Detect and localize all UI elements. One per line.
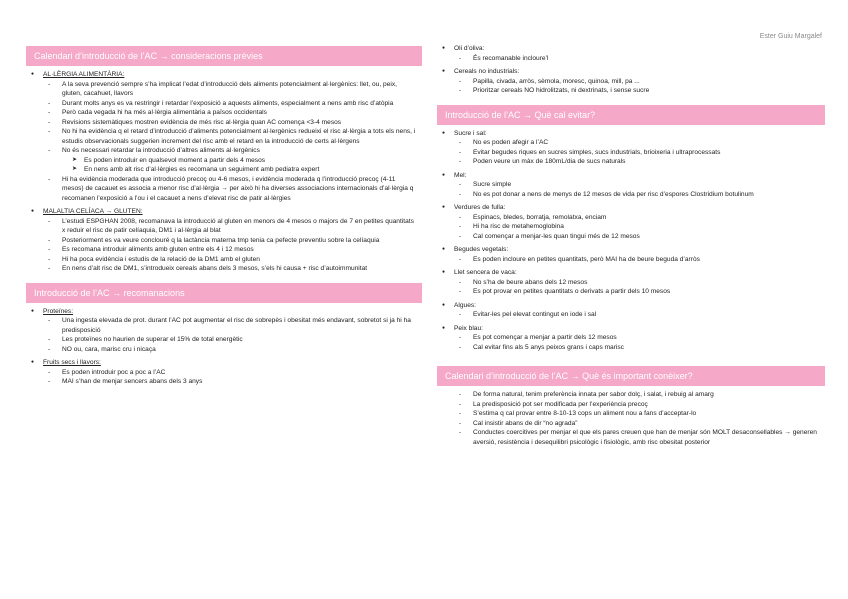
olive-oil-heading: ● Oli d’oliva: xyxy=(437,44,825,54)
sugar-salt-heading: ● Sucre i sal: xyxy=(437,129,825,139)
list-item: - Poden veure un màx de 180mL/dia de sucs naturals xyxy=(437,157,825,167)
list-item: - Hi ha risc de metahemoglobina xyxy=(437,222,825,232)
recommendations-section xyxy=(26,307,422,387)
section-banner-recommendations: Introducció de l’AC → recomanacions xyxy=(26,283,422,303)
list-item: - Una ingesta elevada de prot. durant l’AC pot augmentar el risc de sobrepès i obesitat més endavant, sobretot si ja hi ha predisposició xyxy=(26,316,422,335)
section-banner-considerations: Calendari d’introducció de l’AC → consideracions prèvies xyxy=(26,46,422,66)
plant-drinks-heading: ● Begudes vegetals: xyxy=(437,245,825,255)
list-item: - Es recomana introduir aliments amb gluten entre els 4 i 12 mesos xyxy=(26,245,422,255)
cereals-heading: ● Cereals no industrials: xyxy=(437,67,825,77)
list-subitem: ➤ En nens amb alt risc d’al·lèrgies es recomana un seguiment amb pediatra expert xyxy=(26,165,422,175)
important-section xyxy=(437,390,825,447)
list-item: - No es pot donar a nens de menys de 12 mesos de vida per risc d’espores Clostridium botulinum xyxy=(437,190,825,200)
section-banner-important: Calendari d’introducció de l’AC → Què és important conèixer? xyxy=(437,366,825,386)
list-item: - Cal insistir abans de dir “no agrada” xyxy=(437,419,825,429)
list-item: - NO ou, cara, marisc cru i nicaça xyxy=(26,345,422,355)
list-item: - Es poden incloure en petites quantitats, però MAI ha de beure beguda d’arròs xyxy=(437,255,825,265)
section-banner-avoid: Introducció de l’AC → Què cal evitar? xyxy=(437,105,825,125)
list-item: - En nens d’alt risc de DM1, s’introdueix cereals abans dels 3 mesos, s’els hi causa + risc d’autoimmunitat xyxy=(26,264,422,274)
left-column xyxy=(26,46,422,387)
list-item: - Cal començar a menjar-les quan tingui més de 12 mesos xyxy=(437,232,825,242)
allergy-section xyxy=(26,70,422,274)
list-item: - Papilla, civada, arròs, sèmola, moresc, quinoa, mill, pa ... xyxy=(437,77,825,87)
list-item: - MAI s’han de menjar sencers abans dels 3 anys xyxy=(26,377,422,387)
seaweed-heading: ● Algues: xyxy=(437,301,825,311)
list-item: - No hi ha evidència q el retard d’introducció d’aliments potencialment al·lergènics redueixi el risc al·lèrgia a tots els nens, i estudis observacionals suggerien increment del risc amb el retard en la introducció de certs al·lèrgens xyxy=(26,127,422,146)
author-name: Ester Guiu Margalef xyxy=(759,33,822,40)
list-item: - Revisions sistemàtiques mostren evidència de més risc al·lèrgia quan AC comença <3-4 mesos xyxy=(26,118,422,128)
proteins-heading: ● Proteïnes: xyxy=(26,307,422,317)
list-item: - Hi ha poca evidència i estudis de la relació de la DM1 amb el gluten xyxy=(26,255,422,265)
list-item: - Les proteïnes no haurien de superar el 15% de total energètic xyxy=(26,335,422,345)
list-item: - Evitar-les pel elevat contingut en iode i sal xyxy=(437,310,825,320)
cow-milk-heading: ● Llet sencera de vaca: xyxy=(437,268,825,278)
list-item: - Es pot provar en petites quantitats o derivats a partir dels 10 mesos xyxy=(437,287,825,297)
honey-heading: ● Mel: xyxy=(437,171,825,181)
list-item: - Cal evitar fins als 5 anys peixos grans i caps marisc xyxy=(437,343,825,353)
list-item: - Evitar begudes riques en sucres simples, sucs industrials, brioixeria i ultraprocessats xyxy=(437,148,825,158)
nuts-heading: ● Fruits secs i llavors: xyxy=(26,358,422,368)
list-item: - A la seva prevenció sempre s’ha implicat l’edat d’introducció dels aliments potencialment al·lergènics: llet, ou, peix, gluten, cacahuet, llavors xyxy=(26,80,422,99)
list-item: - L’estudi ESPGHAN 2008, recomanava la introducció al gluten en menors de 4 mesos o majors de 7 en petites quantitats x reduir el risc de patir celíaquia, DM1 i al·lèrgia al blat xyxy=(26,217,422,236)
list-item: - Es poden introduir poc a poc a l’AC xyxy=(26,368,422,378)
list-item: - No es poden afegir a l’AC xyxy=(437,138,825,148)
list-item: - Espinacs, bledes, borratja, remolatxa, enciam xyxy=(437,213,825,223)
list-item: - De forma natural, tenim preferència innata per sabor dolç, i salat, i rebuig al amarg xyxy=(437,390,825,400)
list-item: - No s’ha de beure abans dels 12 mesos xyxy=(437,278,825,288)
list-item: - La predisposició pot ser modificada per l’experiència precoç xyxy=(437,400,825,410)
list-item: - No és necessari retardar la introducció d’altres aliments al·lergènics xyxy=(26,146,422,156)
oily-fish-heading: ● Peix blau: xyxy=(437,324,825,334)
list-subitem: ➤ Es poden introduir en qualsevol moment a partir dels 4 mesos xyxy=(26,156,422,166)
allergy-heading: ● AL·LÈRGIA ALIMENTÀRIA: xyxy=(26,70,422,80)
list-item: - Prioritzar cereals NO hidrolitzats, ni dextrinats, i sense sucre xyxy=(437,86,825,96)
list-item: - Es pot començar a menjar a partir dels 12 mesos xyxy=(437,333,825,343)
list-item: - Posteriorment es va veure conclouré q la lactància materna tmp tenia ca pefecte preventiu sobre la celíaquia xyxy=(26,236,422,246)
celiac-heading: ● MALALTIA CELÍACA → GLUTEN: xyxy=(26,207,422,217)
list-item: - Conductes coercitives per menjar el que els pares creuen que han de menjar són MOLT desaconsellables → generen aversió, resistència i desequilibri psicològic i fisiològic, amb risc obesitat posterior xyxy=(437,428,825,447)
right-column xyxy=(437,44,825,447)
leafy-greens-heading: ● Verdures de fulla: xyxy=(437,203,825,213)
list-item: - Sucre simple xyxy=(437,180,825,190)
list-item: - Durant molts anys es va restringir i retardar l’exposició a aquests aliments, especialment a nens amb risc d’atòpia xyxy=(26,99,422,109)
avoid-section xyxy=(437,129,825,353)
list-item: - És recomanable incloure’l xyxy=(437,54,825,64)
list-item: - S’estima q cal provar entre 8-10-13 cops un aliment nou a fans d’acceptar-lo xyxy=(437,409,825,419)
list-item: - Hi ha evidència moderada que introducció precoç ou 4-6 mesos, i evidència moderada q l’introducció precoç (4-11 mesos) de cacauet es associa a menor risc d’al·lèrgia → per això hi ha diverses associacions internacionals d’al·lèrgia q recomanen l’exposició a l’ou i el cacauet a nens d’elevat risc de patir al·lèrgies xyxy=(26,175,422,204)
list-item: - Però cada vegada hi ha més al·lèrgia alimentària a països occidentals xyxy=(26,108,422,118)
oils-cereals-section xyxy=(437,44,825,96)
